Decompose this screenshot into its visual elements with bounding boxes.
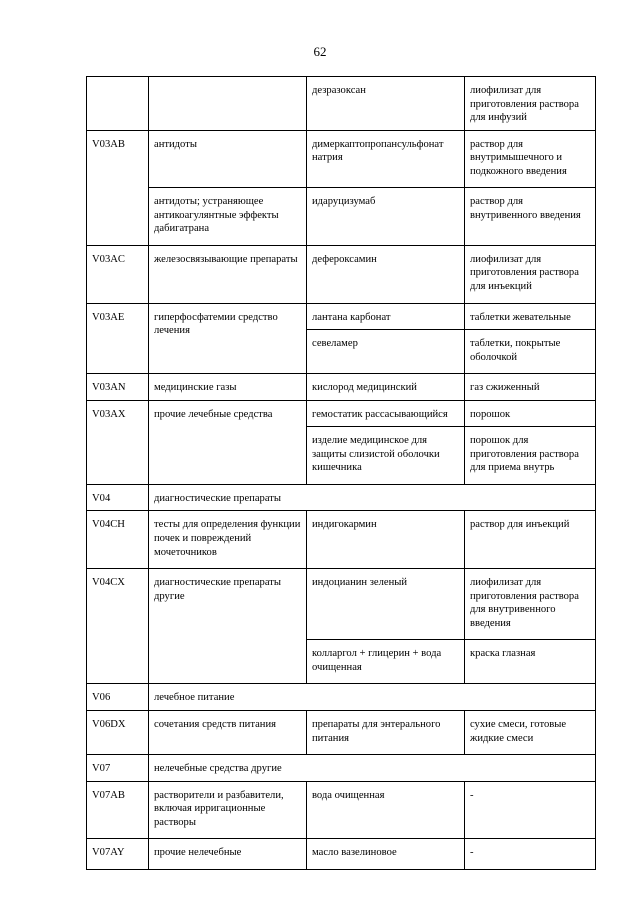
code-cell: V03AX	[87, 400, 149, 484]
code-cell: V03AE	[87, 303, 149, 374]
table-row	[87, 77, 596, 131]
form-cell: лиофилизат для приготовления раствора для внутривенного введения	[465, 569, 596, 640]
group-cell: прочие нелечебные	[149, 839, 307, 870]
code-cell: V04CH	[87, 511, 149, 569]
code-cell: V03AN	[87, 374, 149, 401]
substance-cell: препараты для энтерального питания	[307, 710, 465, 754]
group-cell: нелечебные средства другие	[149, 755, 596, 782]
form-cell: краска глазная	[465, 640, 596, 684]
group-cell: антидоты	[149, 130, 307, 188]
code-cell: V03AB	[87, 130, 149, 245]
form-cell: газ сжиженный	[465, 374, 596, 401]
form-cell: порошок для приготовления раствора для приема внутрь	[465, 427, 596, 485]
table-row	[87, 781, 596, 839]
table-row	[87, 569, 596, 640]
page-number: 62	[313, 44, 327, 59]
form-cell: таблетки жевательные	[465, 303, 596, 330]
code-cell: V07AB	[87, 781, 149, 839]
form-cell: раствор для внутривенного введения	[465, 188, 596, 246]
table-row	[87, 684, 596, 711]
code-cell	[87, 77, 149, 131]
substance-cell: изделие медицинское для защиты слизистой оболочки кишечника	[307, 427, 465, 485]
substance-cell: лантана карбонат	[307, 303, 465, 330]
substance-cell: масло вазелиновое	[307, 839, 465, 870]
group-cell: диагностические препараты другие	[149, 569, 307, 684]
form-cell: таблетки, покрытые оболочкой	[465, 330, 596, 374]
form-cell: -	[465, 839, 596, 870]
group-cell: прочие лечебные средства	[149, 400, 307, 484]
table-row	[87, 188, 596, 246]
code-cell: V07AY	[87, 839, 149, 870]
substance-cell: кислород медицинский	[307, 374, 465, 401]
group-cell: диагностические препараты	[149, 484, 596, 511]
code-cell: V03AC	[87, 245, 149, 303]
table-row	[87, 374, 596, 401]
group-cell: сочетания средств питания	[149, 710, 307, 754]
group-cell: железосвязывающие препараты	[149, 245, 307, 303]
code-cell: V06DX	[87, 710, 149, 754]
table-row	[87, 400, 596, 427]
form-cell: лиофилизат для приготовления раствора для инфузий	[465, 77, 596, 131]
table-row	[87, 839, 596, 870]
group-cell: растворители и разбавители, включая ирригационные растворы	[149, 781, 307, 839]
form-cell: сухие смеси, готовые жидкие смеси	[465, 710, 596, 754]
form-cell: порошок	[465, 400, 596, 427]
substance-cell: индоцианин зеленый	[307, 569, 465, 640]
substance-cell: индигокармин	[307, 511, 465, 569]
drug-table	[86, 76, 596, 870]
table-row	[87, 484, 596, 511]
table-row	[87, 303, 596, 330]
group-cell: гиперфосфатемии средство лечения	[149, 303, 307, 374]
substance-cell: димеркаптопропансульфонат натрия	[307, 130, 465, 188]
table-row	[87, 245, 596, 303]
code-cell: V04	[87, 484, 149, 511]
code-cell: V06	[87, 684, 149, 711]
table-row	[87, 710, 596, 754]
substance-cell: деферoксамин	[307, 245, 465, 303]
form-cell: -	[465, 781, 596, 839]
substance-cell: колларгол + глицерин + вода очищенная	[307, 640, 465, 684]
substance-cell: идаруцизумаб	[307, 188, 465, 246]
table-row	[87, 130, 596, 188]
form-cell: раствор для внутримышечного и подкожного введения	[465, 130, 596, 188]
group-cell: лечебное питание	[149, 684, 596, 711]
table-row	[87, 755, 596, 782]
group-cell	[149, 77, 307, 131]
group-cell: тесты для определения функции почек и повреждений мочеточников	[149, 511, 307, 569]
substance-cell: дезразоксан	[307, 77, 465, 131]
substance-cell: севеламер	[307, 330, 465, 374]
code-cell: V04CX	[87, 569, 149, 684]
code-cell: V07	[87, 755, 149, 782]
form-cell: раствор для инъекций	[465, 511, 596, 569]
substance-cell: вода очищенная	[307, 781, 465, 839]
group-cell: медицинские газы	[149, 374, 307, 401]
form-cell: лиофилизат для приготовления раствора для инъекций	[465, 245, 596, 303]
table-row	[87, 511, 596, 569]
substance-cell: гемостатик рассасывающийся	[307, 400, 465, 427]
group-cell: антидоты; устраняющее антикоагулянтные эффекты дабигатрана	[149, 188, 307, 246]
